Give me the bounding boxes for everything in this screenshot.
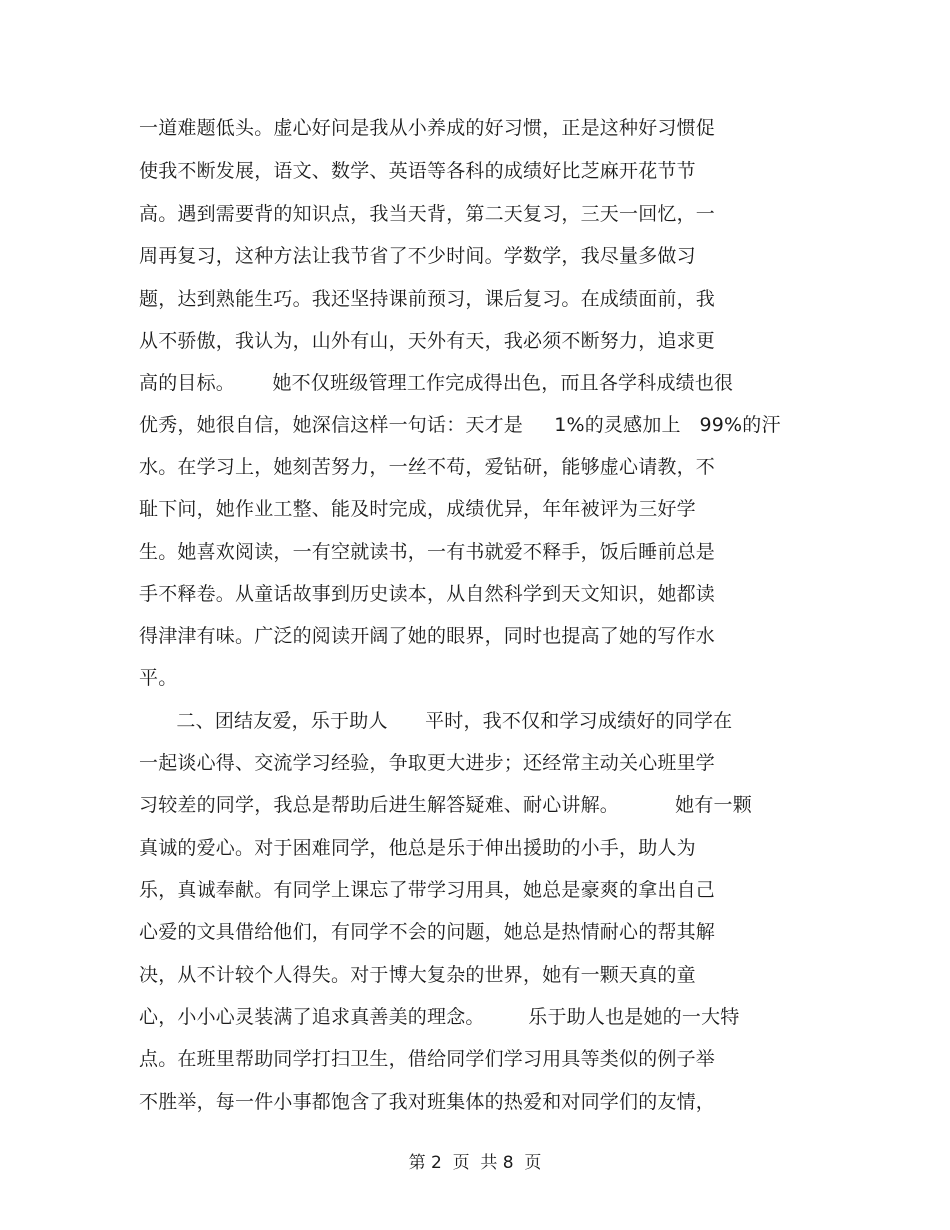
body-line: 心爱的文具借给他们，有同学不会的问题，她总是热情耐心的帮其解: [139, 921, 716, 943]
body-line: 真诚的爱心。对于困难同学，他总是乐于伸出援助的小手，助人为: [139, 837, 696, 859]
body-line: 平。: [139, 667, 178, 689]
body-line: 题，达到熟能生巧。我还坚持课前预习，课后复习。在成绩面前，我: [139, 288, 716, 310]
body-line: 一起谈心得、交流学习经验，争取更大进步；还经常主动关心班里学: [139, 752, 716, 774]
body-line: 水。在学习上，她刻苦努力，一丝不苟，爱钻研，能够虚心请教，不: [139, 456, 716, 478]
body-line: 高的目标。 她不仅班级管理工作完成得出色，而且各学科成绩也很: [139, 372, 734, 394]
body-line: 乐，真诚奉献。有同学上课忘了带学习用具，她总是豪爽的拿出自己: [139, 879, 716, 901]
page-number-footer: 第 2 页 共 8 页: [408, 1153, 542, 1173]
section-heading-line: 二、团结友爱，乐于助人 平时，我不仅和学习成绩好的同学在: [139, 710, 733, 732]
body-line: 周再复习，这种方法让我节省了不少时间。学数学，我尽量多做习: [139, 245, 696, 267]
body-line: 从不骄傲，我认为，山外有山，天外有天，我必须不断努力，追求更: [139, 330, 716, 352]
body-line: 得津津有味。广泛的阅读开阔了她的眼界，同时也提高了她的写作水: [139, 625, 716, 647]
body-line: 习较差的同学，我总是帮助后进生解答疑难、耐心讲解。 她有一颗: [139, 794, 752, 816]
body-line: 手不释卷。从童话故事到历史读本，从自然科学到天文知识，她都读: [139, 583, 716, 605]
body-line: 生。她喜欢阅读，一有空就读书，一有书就爱不释手，饭后睡前总是: [139, 541, 716, 563]
body-line: 不胜举，每一件小事都饱含了我对班集体的热爱和对同学们的友情，: [139, 1091, 716, 1113]
body-line: 高。遇到需要背的知识点，我当天背，第二天复习，三天一回忆，一: [139, 203, 716, 225]
body-line: 优秀，她很自信，她深信这样一句话：天才是 1%的灵感加上 99%的汗: [139, 414, 781, 436]
body-line: 一道难题低头。虚心好问是我从小养成的好习惯，正是这种好习惯促: [139, 117, 716, 139]
body-line: 点。在班里帮助同学打扫卫生，借给同学们学习用具等类似的例子举: [139, 1048, 716, 1070]
body-line: 决，从不计较个人得失。对于博大复杂的世界，她有一颗天真的童: [139, 964, 696, 986]
body-line: 心，小小心灵装满了追求真善美的理念。 乐于助人也是她的一大特: [139, 1006, 740, 1028]
body-line: 耻下问，她作业工整、能及时完成，成绩优异，年年被评为三好学: [139, 498, 696, 520]
body-line: 使我不断发展，语文、数学、英语等各科的成绩好比芝麻开花节节: [139, 160, 696, 182]
